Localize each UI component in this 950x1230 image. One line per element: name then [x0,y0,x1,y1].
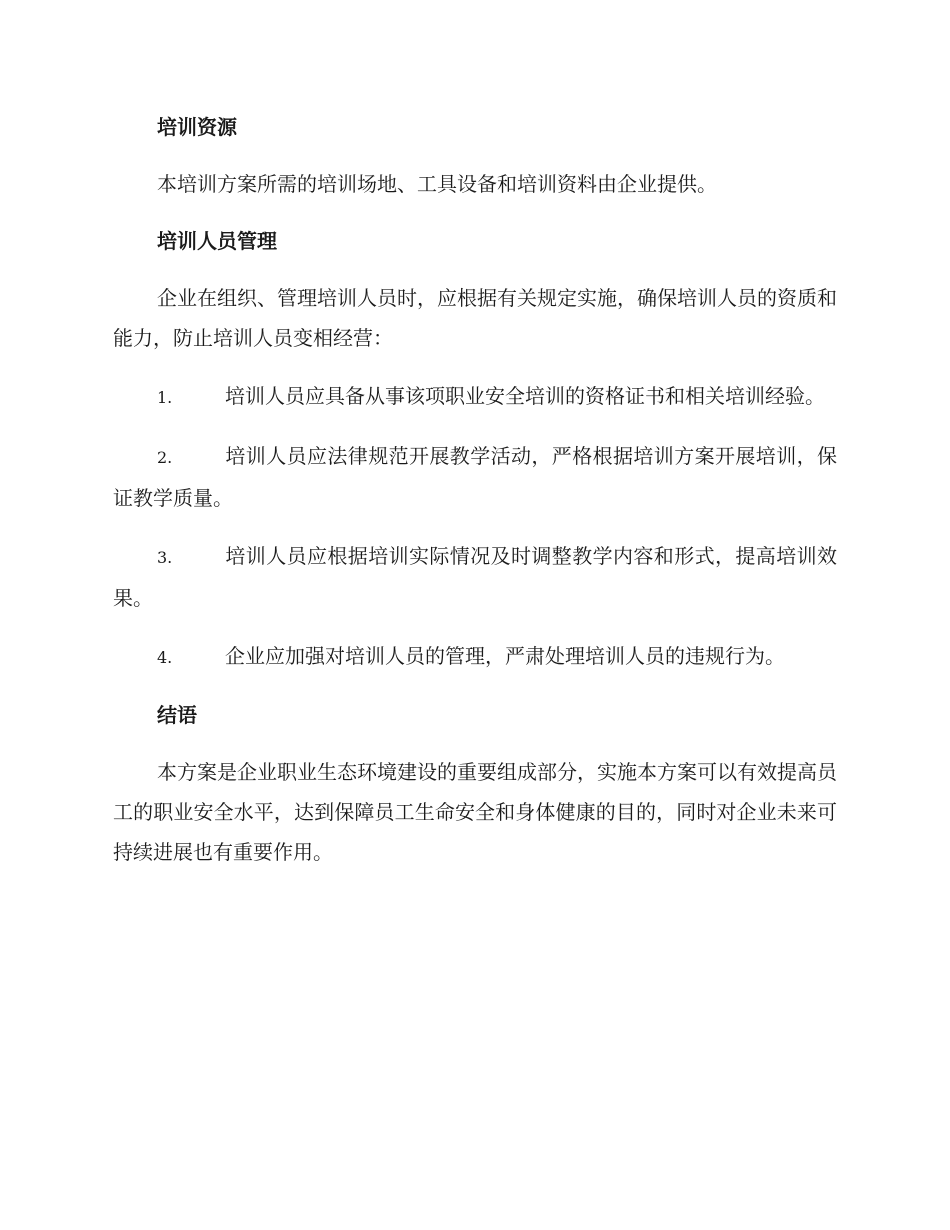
paragraph-training-resources: 本培训方案所需的培训场地、工具设备和培训资料由企业提供。 [157,172,717,196]
list-text: 企业应加强对培训人员的管理，严肃处理培训人员的违规行为。 [225,644,785,668]
list-number: 2. [157,448,173,467]
document-body [113,108,837,890]
heading-training-resources: 培训资源 [157,115,237,139]
heading-trainer-management: 培训人员管理 [157,229,277,253]
list-item [113,376,837,418]
paragraph-trainer-management: 企业在组织、管理培训人员时，应根据有关规定实施，确保培训人员的资质和能力，防止培训人员变相经营： [113,286,837,350]
list-number: 3. [157,548,173,567]
list-text: 培训人员应具备从事该项职业安全培训的资格证书和相关培训经验。 [225,384,825,408]
heading-conclusion: 结语 [157,703,197,727]
list-item [113,636,837,678]
list-item [113,436,837,518]
list-number: 1. [157,388,173,407]
list-text: 培训人员应根据培训实际情况及时调整教学内容和形式，提高培训效果。 [113,544,837,610]
paragraph-conclusion: 本方案是企业职业生态环境建设的重要组成部分，实施本方案可以有效提高员工的职业安全水平，达到保障员工生命安全和身体健康的目的，同时对企业未来可持续进展也有重要作用。 [113,760,837,864]
list-number: 4. [157,648,173,667]
list-text: 培训人员应法律规范开展教学活动，严格根据培训方案开展培训，保证教学质量。 [113,444,837,510]
list-item [113,536,837,618]
